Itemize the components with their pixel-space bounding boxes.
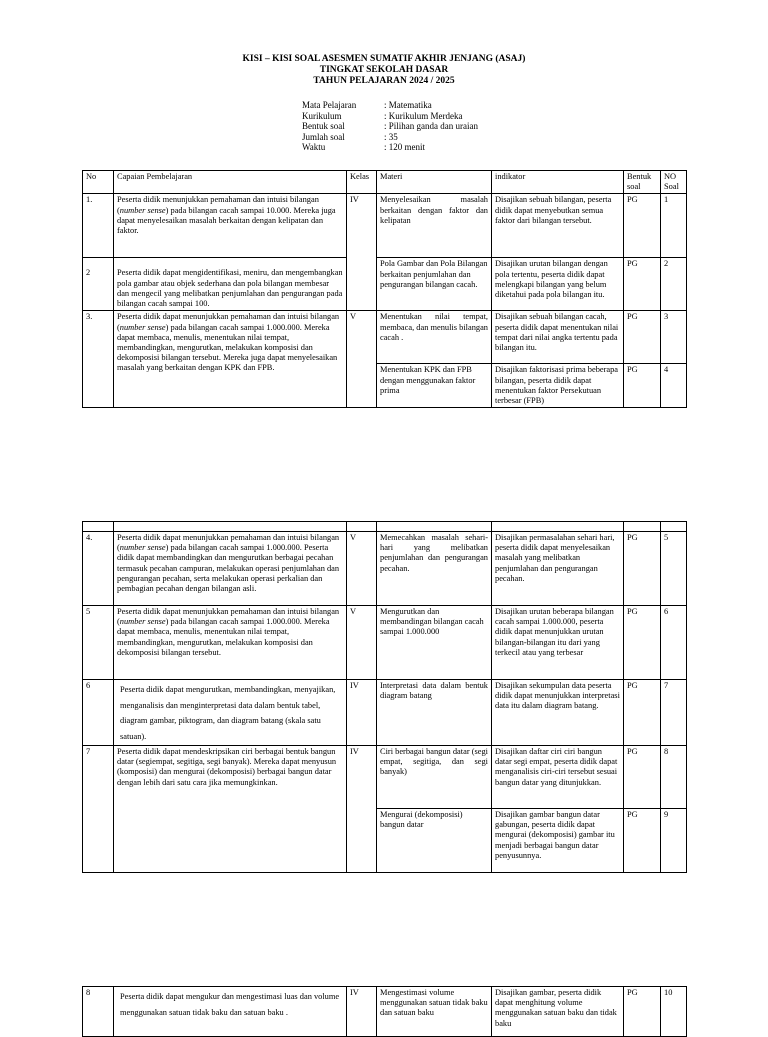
table-row [83, 194, 687, 258]
cell-no: 5 [83, 606, 114, 680]
cell-nosoal: 6 [661, 606, 687, 680]
header-indikator: indikator [492, 171, 624, 194]
cell-kelas: IV [347, 194, 377, 311]
info-label: Bentuk soal [302, 121, 345, 131]
table-continuation-row [83, 522, 687, 532]
info-label: Jumlah soal [302, 131, 345, 142]
cell-kelas: IV [347, 680, 377, 746]
cell-capaian: Peserta didik dapat menunjukkan pemahaman dan intuisi bilangan (number sense) pada bilangan cacah sampai 1.000.000. Peserta didik dapat membandingkan dan mengurutkan berbagai pecahan termasuk pecahan campuran, melakukan operasi penjumlahan dan pengurangan pecahan, serta melakukan operasi perkalian dan pembagian pecahan dengan bilangan asli. [114, 532, 347, 606]
table-header-row [83, 171, 687, 194]
cell-indikator: Disajikan gambar bangun datar gabungan, peserta didik dapat mengurai (dekomposisi) gambar itu menjadi berbagai bangun datar penyusunnya. [492, 809, 624, 873]
cell-materi: Mengestimasi volume menggunakan satuan tidak baku dan satuan baku [377, 987, 492, 1037]
cell-bentuk: PG [624, 680, 661, 746]
cell-kelas: V [347, 311, 377, 408]
cell-nosoal: 8 [661, 746, 687, 809]
cell-nosoal: 1 [661, 194, 687, 258]
header-capaian: Capaian Pembelajaran [114, 171, 347, 194]
info-row [302, 142, 478, 153]
cell-materi: Memecahkan masalah sehari-hari yang melibatkan penjumlahan dan pengurangan pecahan. [377, 532, 492, 606]
cell-capaian: Peserta didik dapat menunjukkan pemahaman dan intuisi bilangan (number sense) pada bilangan cacah sampai 1.000.000. Mereka dapat membaca, menulis, menentukan nilai tempat, membandingkan, mengurutkan, melakukan komposisi dan dekomposisi bilangan tersebut. Mereka juga dapat menyelesaikan masalah yang berkaitan dengan KPK dan FPB. [114, 311, 347, 408]
table-row [83, 311, 687, 364]
info-value: : Kurikulum Merdeka [384, 110, 463, 121]
cell-materi: Menentukan KPK dan FPB dengan menggunakan faktor prima [377, 364, 492, 408]
cell-nosoal: 10 [661, 987, 687, 1037]
info-value: : Pilihan ganda dan uraian [384, 121, 478, 131]
cell-materi: Ciri berbagai bangun datar (segi empat, segitiga, dan segi banyak) [377, 746, 492, 809]
cell-capaian: Peserta didik dapat mengurutkan, membandingkan, menyajikan, menganalisis dan menginterpretasi data dalam bentuk tabel, diagram gambar, piktogram, dan diagram batang (skala satu satuan). [114, 680, 347, 746]
cell-kelas: IV [347, 746, 377, 873]
cell-indikator: Disajikan sebuah bilangan cacah, peserta didik dapat menentukan nilai tempat dari nilai angka tertentu pada bilangan itu. [492, 311, 624, 364]
cell-indikator: Disajikan gambar, peserta didik dapat menghitung volume menggunakan satuan baku dan tidak baku [492, 987, 624, 1037]
cell-materi: Mengurai (dekomposisi) bangun datar [377, 809, 492, 873]
cell-capaian: Peserta didik dapat menunjukkan pemahaman dan intuisi bilangan (number sense) pada bilangan cacah sampai 1.000.000. Mereka dapat membaca, menulis, menentukan nilai tempat, membandingkan, mengurutkan, melakukan komposisi dan dekomposisi bilangan tersebut. [114, 606, 347, 680]
table-row [83, 746, 687, 809]
title-line-3: TAHUN PELAJARAN 2024 / 2025 [313, 76, 455, 86]
header-no: No [83, 171, 114, 194]
grid-table-page-2 [82, 521, 687, 873]
table-row [83, 987, 687, 1037]
header-materi: Materi [377, 171, 492, 194]
info-value: : Matematika [384, 100, 432, 110]
cell-bentuk: PG [624, 194, 661, 258]
cell-bentuk: PG [624, 809, 661, 873]
info-row [302, 121, 478, 132]
cell-bentuk: PG [624, 746, 661, 809]
header-bentuk: Bentuk soal [624, 171, 661, 194]
cell-nosoal: 9 [661, 809, 687, 873]
cell-capaian: Peserta didik dapat mendeskripsikan ciri berbagai bentuk bangun datar (segiempat, segitiga, segi banyak). Mereka dapat menyusun (komposisi) dan mengurai (dekomposisi) berbagai bangun datar dengan lebih dari satu cara jika memungkinkan. [114, 746, 347, 873]
cell-bentuk: PG [624, 606, 661, 680]
cell-indikator: Disajikan urutan beberapa bilangan cacah sampai 1.000.000, peserta didik dapat menunjukkan urutan bilangan-bilangan itu dari yang terkecil atau yang terbesar [492, 606, 624, 680]
cell-no: 2 [83, 258, 114, 311]
cell-indikator: Disajikan urutan bilangan dengan pola tertentu, peserta didik dapat melengkapi bilangan yang belum diketahui pada pola bilangan itu. [492, 258, 624, 311]
info-row [302, 111, 478, 122]
exam-info [302, 100, 478, 153]
cell-kelas: V [347, 606, 377, 680]
cell-materi: Mengurutkan dan membandingan bilangan cacah sampai 1.000.000 [377, 606, 492, 680]
cell-materi: Menentukan nilai tempat, membaca, dan menulis bilangan cacah . [377, 311, 492, 364]
cell-kelas: IV [347, 987, 377, 1037]
cell-nosoal: 4 [661, 364, 687, 408]
cell-bentuk: PG [624, 311, 661, 364]
info-label: Mata Pelajaran [302, 100, 357, 110]
grid-table-page-1 [82, 170, 687, 408]
cell-materi: Pola Gambar dan Pola Bilangan berkaitan penjumlahan dan pengurangan bilangan cacah. [377, 258, 492, 311]
cell-no: 8 [83, 987, 114, 1037]
cell-no: 4. [83, 532, 114, 606]
cell-indikator: Disajikan sekumpulan data peserta didik dapat menunjukkan interpretasi data itu dalam diagram batang. [492, 680, 624, 746]
cell-capaian: Peserta didik dapat mengukur dan mengestimasi luas dan volume menggunakan satuan tidak baku dan satuan baku . [114, 987, 347, 1037]
cell-nosoal: 7 [661, 680, 687, 746]
cell-materi: Menyelesaikan masalah berkaitan dengan faktor dan kelipatan [377, 194, 492, 258]
cell-indikator: Disajikan permasalahan sehari hari, peserta didik dapat menyelesaikan masalah yang melibatkan penjumlahan dan pengurangan pecahan. [492, 532, 624, 606]
table-row [83, 680, 687, 746]
table-row [83, 532, 687, 606]
cell-bentuk: PG [624, 258, 661, 311]
cell-nosoal: 2 [661, 258, 687, 311]
grid-table-page-3 [82, 986, 687, 1037]
cell-no: 6 [83, 680, 114, 746]
info-label: Waktu [302, 142, 326, 152]
cell-no: 3. [83, 311, 114, 408]
title-line-1: KISI – KISI SOAL ASESMEN SUMATIF AKHIR JENJANG (ASAJ) [242, 54, 526, 64]
cell-nosoal: 5 [661, 532, 687, 606]
cell-indikator: Disajikan sebuah bilangan, peserta didik dapat menyebutkan semua faktor dari bilangan tersebut. [492, 194, 624, 258]
table-row [83, 606, 687, 680]
cell-bentuk: PG [624, 987, 661, 1037]
info-value: : 120 menit [384, 142, 425, 152]
info-label: Kurikulum [302, 110, 342, 121]
cell-materi: Interpretasi data dalam bentuk diagram batang [377, 680, 492, 746]
cell-no: 1. [83, 194, 114, 258]
title-line-2: TINGKAT SEKOLAH DASAR [319, 65, 449, 75]
info-value: : 35 [384, 131, 398, 142]
cell-capaian: Peserta didik menunjukkan pemahaman dan intuisi bilangan (number sense) pada bilangan cacah sampai 10.000. Mereka juga dapat menyelesaikan masalah berkaitan dengan kelipatan dan faktor. [114, 194, 347, 258]
cell-no: 7 [83, 746, 114, 873]
cell-bentuk: PG [624, 364, 661, 408]
cell-bentuk: PG [624, 532, 661, 606]
cell-indikator: Disajikan faktorisasi prima beberapa bilangan, peserta didik dapat menentukan faktor Persekutuan terbesar (FPB) [492, 364, 624, 408]
info-row [302, 100, 478, 111]
cell-kelas: V [347, 532, 377, 606]
table-row [83, 258, 687, 311]
document-title [0, 54, 768, 87]
cell-indikator: Disajikan daftar ciri ciri bangun datar segi empat, peserta didik dapat menganalisis ciri-ciri tersebut sesuai bangun datar yang ditunjukkan. [492, 746, 624, 809]
header-nosoal: NO Soal [661, 171, 687, 194]
header-kelas: Kelas [347, 171, 377, 194]
cell-capaian: Peserta didik dapat mengidentifikasi, meniru, dan mengembangkan pola gambar atau objek sederhana dan pola bilangan membesar dan mengecil yang melibatkan penjumlahan dan pengurangan pada bilangan cacah sampai 100. [114, 258, 347, 311]
info-row [302, 132, 478, 143]
cell-nosoal: 3 [661, 311, 687, 364]
